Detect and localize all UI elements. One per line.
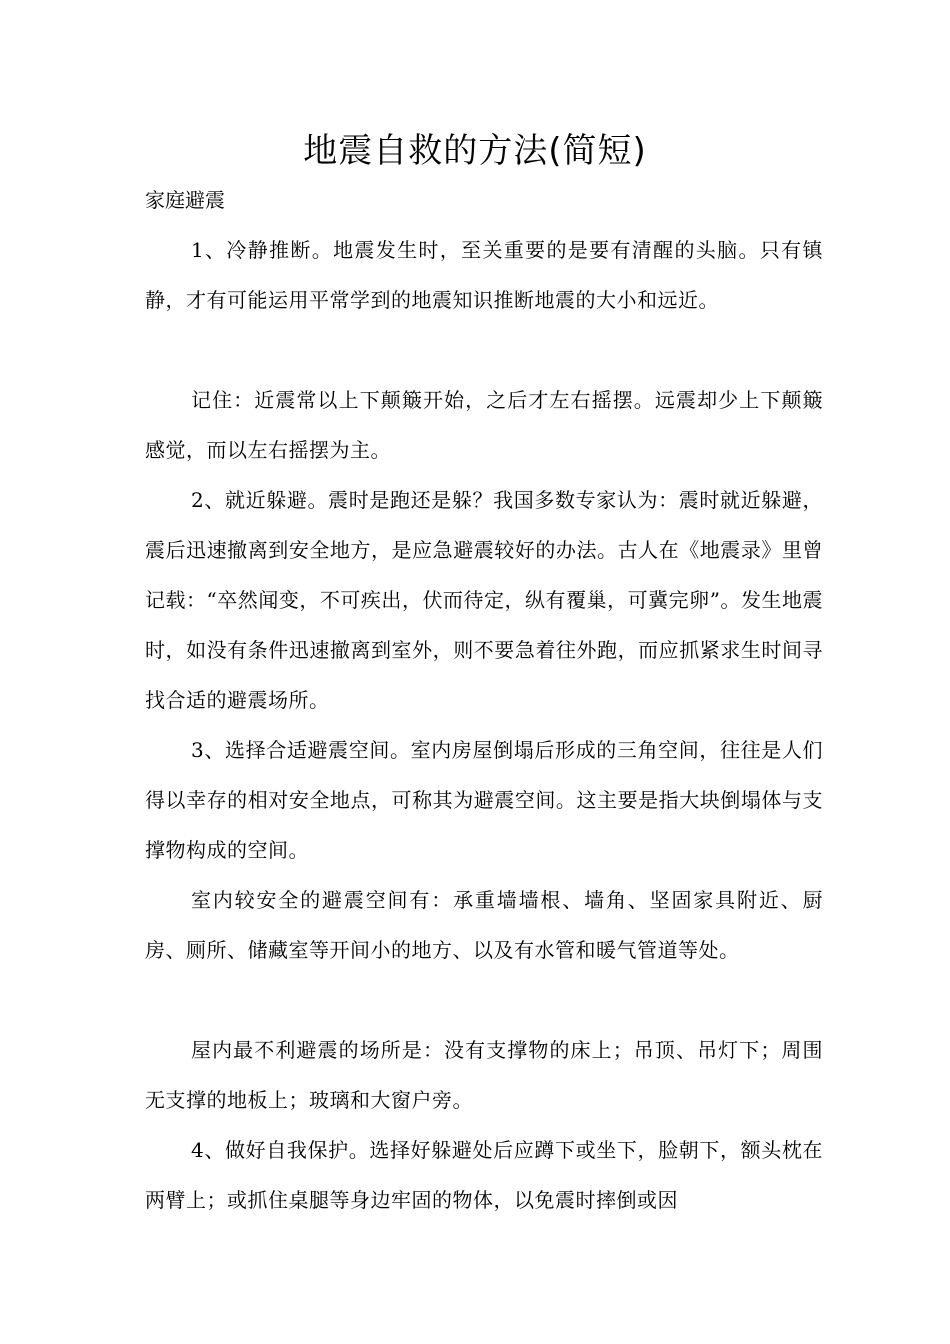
paragraph-6: 屋内最不利避震的场所是：没有支撑物的床上；吊顶、吊灯下；周围无支撑的地板上；玻璃和大窗户旁。 (145, 1038, 823, 1112)
paragraph-3: 2、就近躲避。震时是跑还是躲？我国多数专家认为：震时就近躲避，震后迅速撤离到安全地方，是应急避震较好的办法。古人在《地震录》里曾记载：“卒然闻变，不可疾出，伏而待定，纵有覆巢，可冀完卵”。发生地震时，如没有条件迅速撤离到室外，则不要急着往外跑，而应抓紧求生时间寻找合适的避震场所。 (145, 488, 823, 712)
paragraph-7: 4、做好自我保护。选择好躲避处后应蹲下或坐下，脸朝下，额头枕在两臂上；或抓住桌腿等身边牢固的物体，以免震时摔倒或因 (145, 1138, 823, 1212)
page-title: 地震自救的方法(简短) (303, 131, 647, 171)
paragraph-1: 1、冷静推断。地震发生时，至关重要的是要有清醒的头脑。只有镇静，才有可能运用平常学到的地震知识推断地震的大小和远近。 (145, 238, 823, 312)
paragraph-4: 3、选择合适避震空间。室内房屋倒塌后形成的三角空间，往往是人们得以幸存的相对安全地点，可称其为避震空间。这主要是指大块倒塌体与支撑物构成的空间。 (145, 738, 823, 862)
section-heading: 家庭避震 (145, 188, 225, 212)
paragraph-5: 室内较安全的避震空间有：承重墙墙根、墙角、坚固家具附近、厨房、厕所、储藏室等开间小的地方、以及有水管和暖气管道等处。 (145, 888, 823, 962)
paragraph-2: 记住：近震常以上下颠簸开始，之后才左右摇摆。远震却少上下颠簸感觉，而以左右摇摆为主。 (145, 388, 823, 462)
